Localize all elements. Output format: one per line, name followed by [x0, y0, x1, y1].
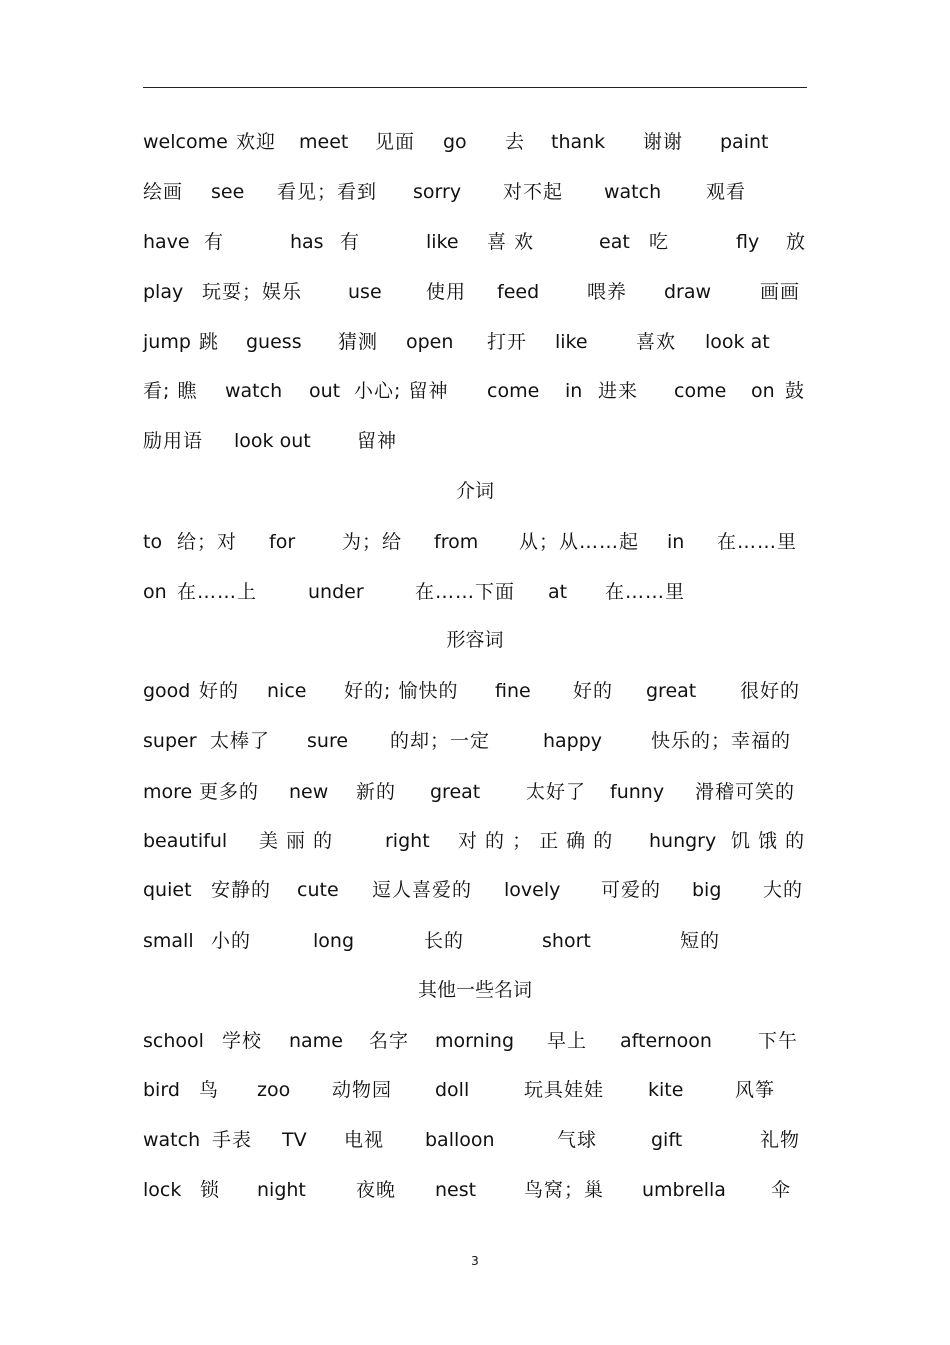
adjective-line-3 — [143, 777, 807, 807]
vocab-meaning: 放 — [786, 231, 807, 253]
vocab-meaning: 有 — [204, 231, 225, 253]
vocab-word: big — [692, 879, 722, 901]
vocab-word: like — [426, 231, 459, 253]
vocab-meaning: 观看 — [706, 181, 747, 203]
vocab-word: fly — [736, 231, 760, 253]
vocab-meaning: 欢迎 — [236, 131, 277, 153]
adjective-line-4 — [143, 826, 807, 856]
verb-line-6 — [143, 376, 807, 406]
vocab-meaning: 好的 — [199, 680, 240, 702]
vocab-meaning: 风筝 — [735, 1079, 776, 1101]
vocab-word: watch — [143, 1129, 201, 1151]
adjective-line-5 — [143, 875, 807, 905]
vocab-meaning: 好的; 愉快的 — [344, 680, 459, 702]
verb-line-2 — [143, 177, 807, 207]
vocab-word: on — [751, 380, 775, 402]
vocab-meaning: 在……下面 — [415, 581, 516, 603]
vocab-word: new — [289, 781, 329, 803]
vocab-word: hungry — [649, 830, 717, 852]
vocab-meaning: 短的 — [680, 930, 721, 952]
vocab-meaning: 气球 — [557, 1129, 598, 1151]
vocab-meaning: 看; 瞧 — [143, 380, 198, 402]
verb-line-1 — [143, 127, 807, 157]
vocab-meaning: 喜欢 — [636, 331, 677, 353]
vocab-meaning: 从；从……起 — [519, 531, 640, 553]
vocab-meaning: 跳 — [199, 331, 220, 353]
vocab-word: funny — [610, 781, 665, 803]
vocab-word: kite — [648, 1079, 684, 1101]
vocab-word: thank — [551, 131, 606, 153]
adjective-line-2 — [143, 726, 807, 756]
adjective-line-1 — [143, 676, 807, 706]
vocab-word: in — [565, 380, 583, 402]
vocab-word: quiet — [143, 879, 192, 901]
vocab-meaning: 去 — [505, 131, 526, 153]
vocab-meaning: 很好的 — [740, 680, 801, 702]
vocab-meaning: 画画 — [760, 281, 801, 303]
vocab-word: draw — [664, 281, 712, 303]
vocab-meaning: 有 — [340, 231, 361, 253]
vocab-word: have — [143, 231, 190, 253]
vocab-meaning: 鸟 — [199, 1079, 220, 1101]
vocab-word: super — [143, 730, 197, 752]
vocab-meaning: 夜晚 — [356, 1179, 397, 1201]
vocab-meaning: 励用语 — [143, 430, 204, 452]
vocab-word: nest — [435, 1179, 477, 1201]
vocab-word: sure — [307, 730, 349, 752]
vocab-meaning: 大的 — [763, 879, 804, 901]
verb-line-7 — [143, 426, 807, 456]
verb-line-4 — [143, 277, 807, 307]
vocab-word: short — [542, 930, 591, 952]
vocab-meaning: 进来 — [598, 380, 639, 402]
vocab-word: more — [143, 781, 193, 803]
vocab-meaning: 快乐的；幸福的 — [651, 730, 792, 752]
vocab-meaning: 留神 — [357, 430, 398, 452]
vocab-meaning: 长的 — [424, 930, 465, 952]
vocab-word: sorry — [413, 181, 462, 203]
vocab-meaning: 使用 — [426, 281, 467, 303]
vocab-word: on — [143, 581, 167, 603]
vocab-meaning: 更多的 — [199, 781, 260, 803]
vocab-word: look out — [234, 430, 311, 452]
vocab-word: for — [269, 531, 296, 553]
vocab-meaning: 动物园 — [332, 1079, 393, 1101]
vocab-word: doll — [435, 1079, 470, 1101]
vocab-word: school — [143, 1030, 204, 1052]
preposition-line-1 — [143, 527, 807, 557]
vocab-word: from — [434, 531, 479, 553]
section-heading-prepositions: 介词 — [455, 480, 494, 502]
vocab-meaning: 对不起 — [503, 181, 564, 203]
vocab-word: watch — [225, 380, 283, 402]
vocab-word: lock — [143, 1179, 182, 1201]
page-number: 3 — [471, 1254, 479, 1268]
vocab-word: look at — [705, 331, 770, 353]
vocab-meaning: 新的 — [356, 781, 397, 803]
vocab-word: morning — [435, 1030, 515, 1052]
vocab-meaning: 在……上 — [177, 581, 258, 603]
vocab-word: fine — [495, 680, 531, 702]
vocab-meaning: 好的 — [573, 680, 614, 702]
vocab-word: meet — [299, 131, 349, 153]
vocab-meaning: 礼物 — [760, 1129, 801, 1151]
vocab-meaning: 玩具娃娃 — [524, 1079, 605, 1101]
vocab-meaning: 早上 — [547, 1030, 588, 1052]
vocab-word: lovely — [504, 879, 561, 901]
vocab-meaning: 锁 — [200, 1179, 221, 1201]
vocab-meaning: 小心; 留神 — [354, 380, 449, 402]
adjective-line-6 — [143, 926, 807, 956]
vocab-word: gift — [651, 1129, 683, 1151]
vocab-meaning: 对 的 ； 正 确 的 — [458, 830, 614, 852]
vocab-word: go — [443, 131, 467, 153]
noun-line-4 — [143, 1175, 807, 1205]
vocab-word: to — [143, 531, 163, 553]
vocab-meaning: 在……里 — [605, 581, 686, 603]
vocab-meaning: 猜测 — [338, 331, 379, 353]
vocab-meaning: 打开 — [487, 331, 528, 353]
vocab-word: guess — [246, 331, 302, 353]
vocab-word: good — [143, 680, 191, 702]
vocab-word: welcome — [143, 131, 228, 153]
vocab-meaning: 安静的 — [211, 879, 272, 901]
vocab-word: feed — [497, 281, 540, 303]
preposition-line-2 — [143, 577, 807, 607]
vocab-word: eat — [599, 231, 630, 253]
vocab-word: watch — [604, 181, 662, 203]
vocab-meaning: 名字 — [369, 1030, 410, 1052]
vocab-word: see — [211, 181, 245, 203]
vocab-meaning: 给；对 — [177, 531, 238, 553]
vocab-word: bird — [143, 1079, 180, 1101]
vocab-word: zoo — [257, 1079, 291, 1101]
noun-line-3 — [143, 1125, 807, 1155]
vocab-word: under — [308, 581, 364, 603]
vocab-word: come — [487, 380, 540, 402]
vocab-word: paint — [720, 131, 769, 153]
vocab-meaning: 伞 — [771, 1179, 792, 1201]
vocab-meaning: 学校 — [222, 1030, 263, 1052]
vocab-meaning: 喂养 — [587, 281, 628, 303]
vocab-word: out — [309, 380, 341, 402]
vocab-word: nice — [267, 680, 307, 702]
header-rule — [143, 87, 807, 88]
vocab-word: cute — [297, 879, 339, 901]
vocab-meaning: 太好了 — [526, 781, 587, 803]
vocab-word: small — [143, 930, 194, 952]
vocab-word: at — [548, 581, 568, 603]
vocab-word: play — [143, 281, 184, 303]
vocab-meaning: 逗人喜爱的 — [372, 879, 473, 901]
vocab-meaning: 手表 — [212, 1129, 253, 1151]
vocab-meaning: 鸟窝；巢 — [524, 1179, 605, 1201]
noun-line-2 — [143, 1075, 807, 1105]
vocab-meaning: 可爱的 — [601, 879, 662, 901]
vocab-word: night — [257, 1179, 306, 1201]
vocab-word: umbrella — [642, 1179, 726, 1201]
vocab-meaning: 太棒了 — [210, 730, 271, 752]
vocab-word: happy — [543, 730, 603, 752]
vocab-meaning: 下午 — [758, 1030, 799, 1052]
vocab-word: come — [674, 380, 727, 402]
vocab-meaning: 谢谢 — [643, 131, 684, 153]
verb-line-5 — [143, 327, 807, 357]
vocab-word: long — [313, 930, 355, 952]
vocab-word: right — [385, 830, 430, 852]
vocab-meaning: 绘画 — [143, 181, 184, 203]
vocab-word: use — [348, 281, 382, 303]
noun-line-1 — [143, 1026, 807, 1056]
vocab-word: like — [555, 331, 588, 353]
vocab-meaning: 为；给 — [342, 531, 403, 553]
vocab-meaning: 美 丽 的 — [259, 830, 334, 852]
vocab-meaning: 饥 饿 的 — [731, 830, 806, 852]
vocab-word: open — [406, 331, 454, 353]
section-heading-adjectives: 形容词 — [446, 629, 504, 651]
vocab-word: balloon — [425, 1129, 495, 1151]
vocab-meaning: 见面 — [375, 131, 416, 153]
vocab-word: afternoon — [620, 1030, 712, 1052]
vocab-meaning: 的却；一定 — [390, 730, 491, 752]
vocab-word: beautiful — [143, 830, 228, 852]
section-heading-nouns: 其他一些名词 — [417, 979, 532, 1001]
vocab-meaning: 滑稽可笑的 — [695, 781, 796, 803]
vocab-meaning: 看见；看到 — [277, 181, 378, 203]
vocab-meaning: 电视 — [344, 1129, 385, 1151]
vocab-meaning: 小的 — [211, 930, 252, 952]
vocab-meaning: 吃 — [649, 231, 670, 253]
vocab-word: great — [646, 680, 697, 702]
vocab-meaning: 在……里 — [717, 531, 798, 553]
vocab-word: jump — [143, 331, 191, 353]
vocab-word: in — [667, 531, 685, 553]
vocab-meaning: 玩耍；娱乐 — [202, 281, 303, 303]
vocab-word: great — [430, 781, 481, 803]
vocab-meaning: 喜 欢 — [487, 231, 535, 253]
vocab-word: name — [289, 1030, 343, 1052]
vocab-word: TV — [282, 1129, 307, 1151]
verb-line-3 — [143, 227, 807, 257]
vocab-word: has — [290, 231, 324, 253]
vocab-meaning: 鼓 — [785, 380, 806, 402]
